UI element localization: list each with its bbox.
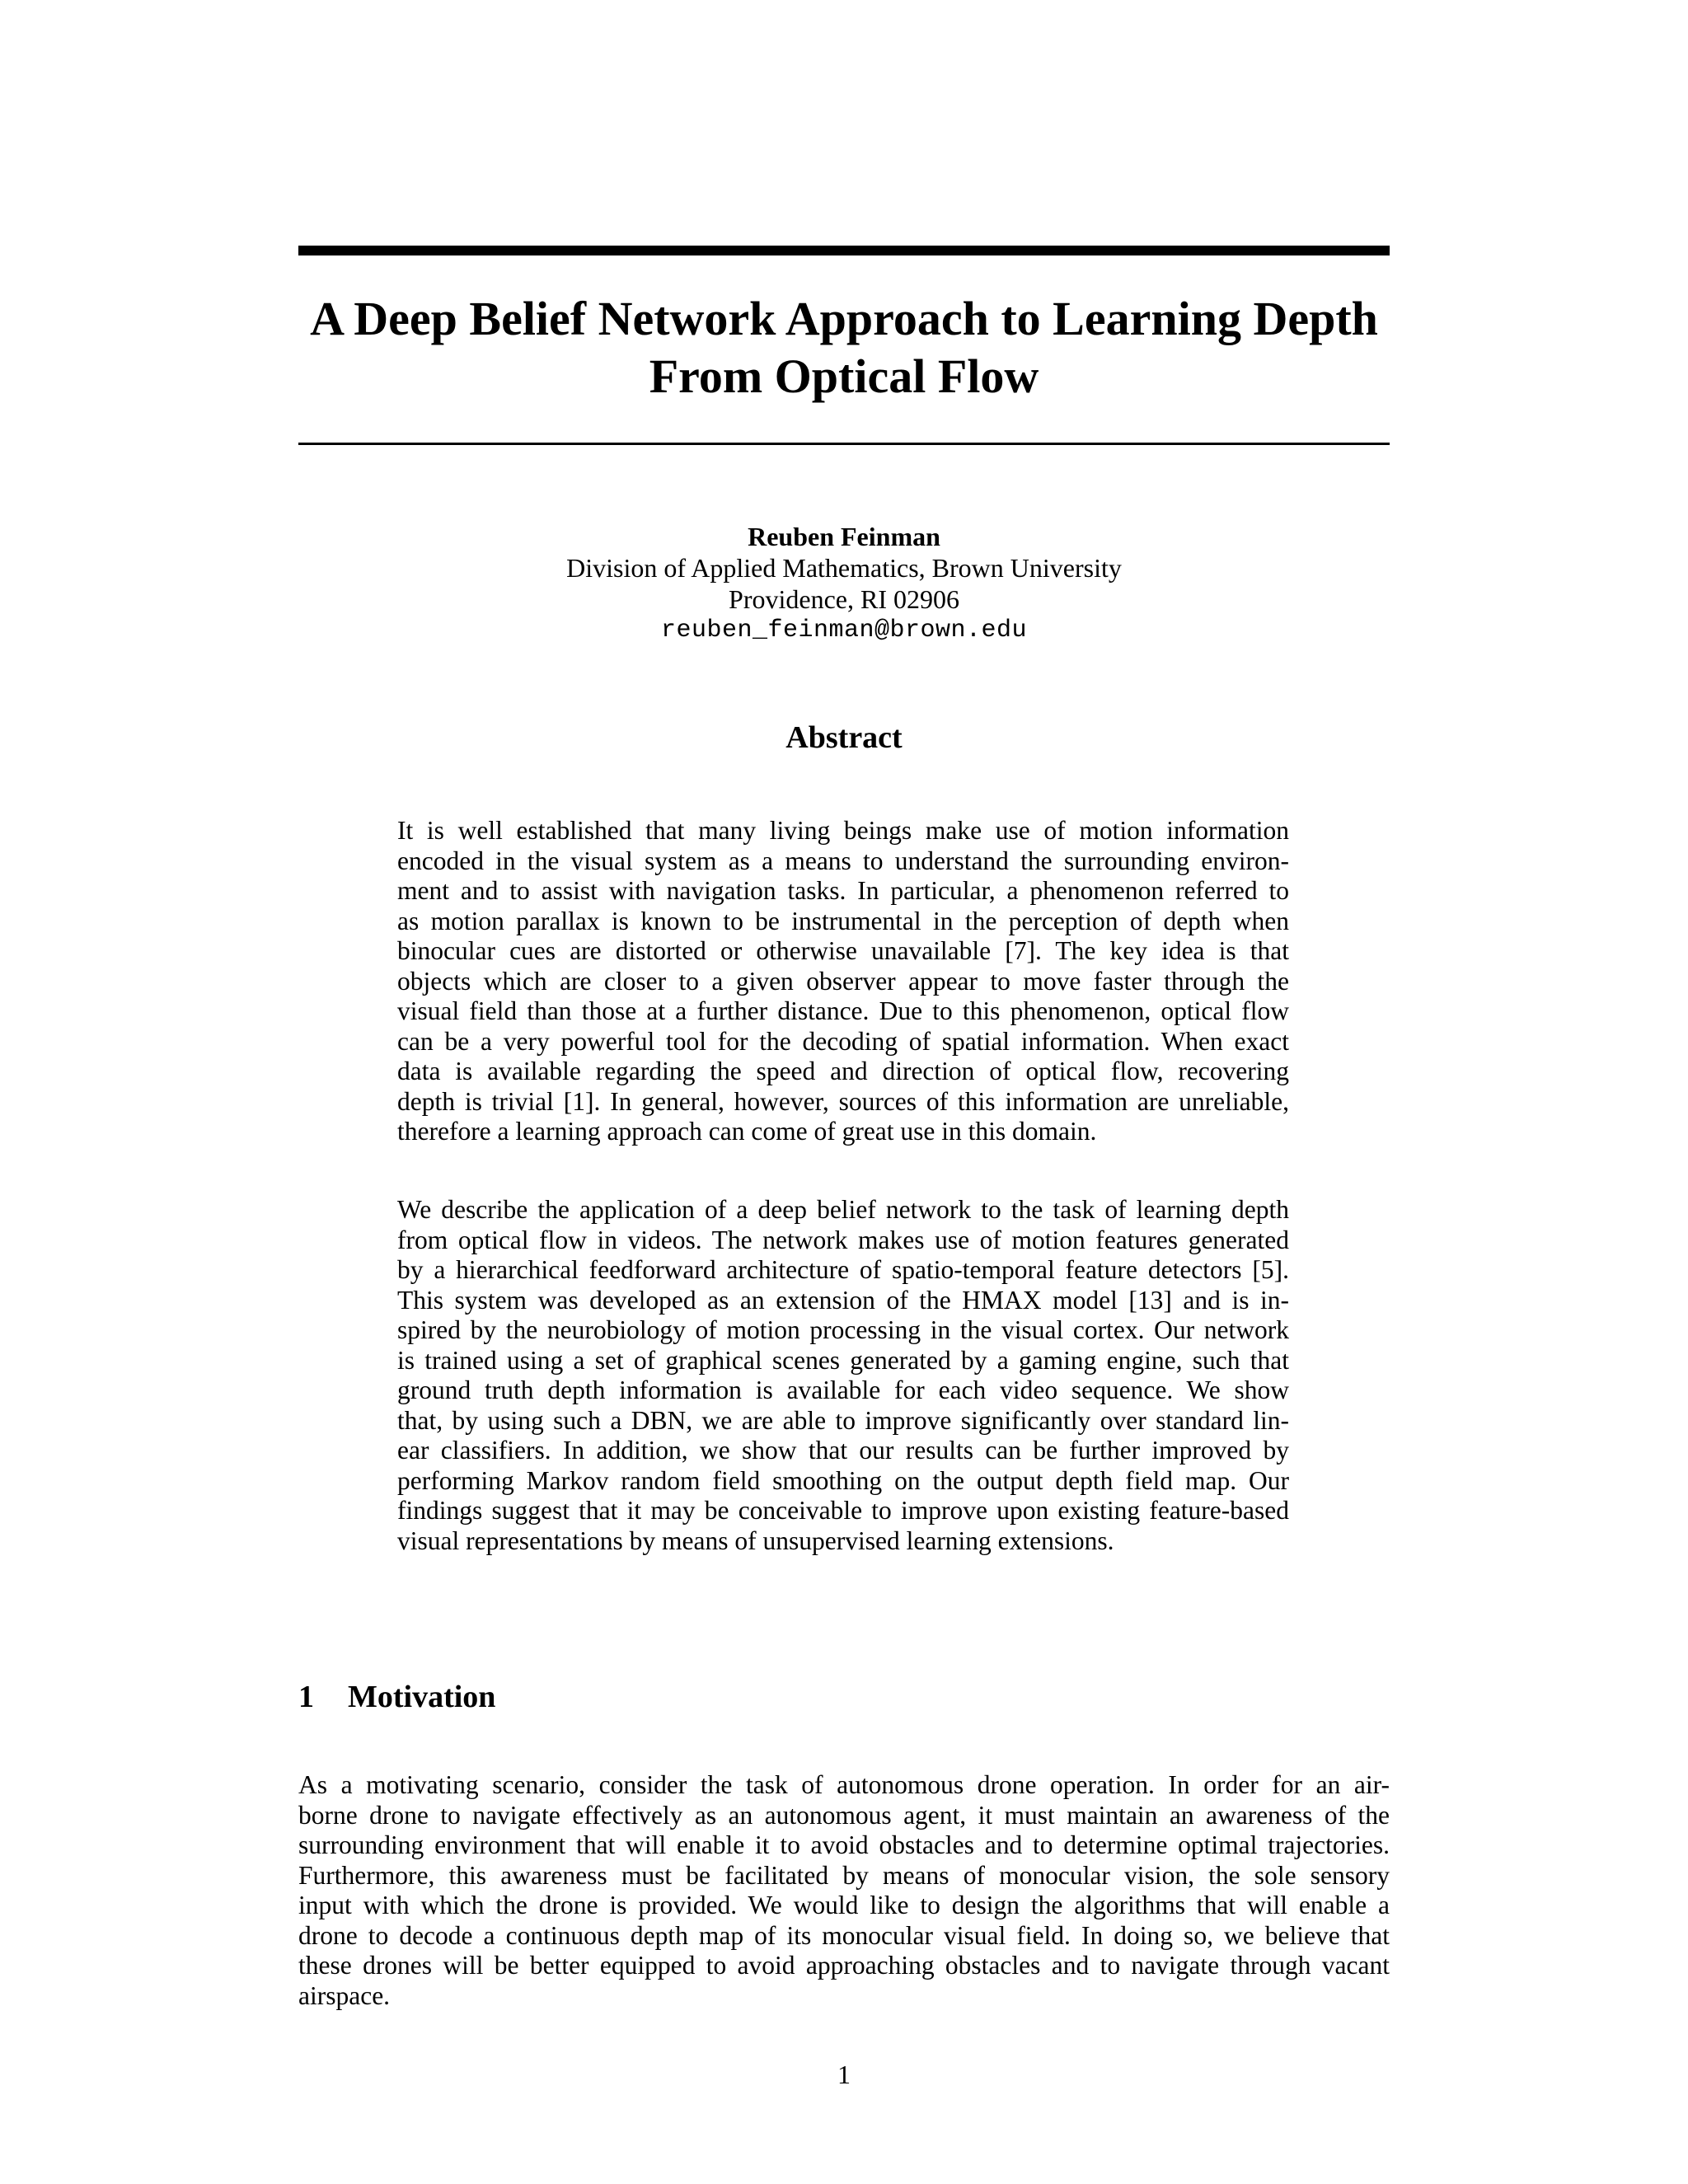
text-line: ment and to assist with navigation tasks. In particular, a phenomenon referred to: [397, 876, 1289, 905]
author-affiliation: Division of Applied Mathematics, Brown University: [566, 553, 1122, 583]
text-line: data is available regarding the speed and direction of optical flow, recovering: [397, 1057, 1289, 1085]
author-location: Providence, RI 02906: [729, 584, 959, 614]
abstract-heading: Abstract: [785, 720, 903, 755]
text-line: is trained using a set of graphical scenes generated by a gaming engine, such that: [397, 1345, 1289, 1375]
text-line: objects which are closer to a given observer appear to move faster through the: [397, 966, 1289, 996]
text-line: binocular cues are distorted or otherwise unavailable [7]. The key idea is that: [397, 936, 1289, 965]
section-heading: [298, 1678, 495, 1716]
page-number: 1: [837, 2060, 851, 2089]
author-block: [298, 521, 1390, 646]
abstract-paragraph-2: [397, 1195, 1289, 1556]
text-line: that, by using such a DBN, we are able to improve significantly over standard lin-: [397, 1405, 1289, 1435]
paper-title: [298, 290, 1390, 405]
text-line: We describe the application of a deep belief network to the task of learning depth: [397, 1195, 1289, 1224]
text-line: depth is trivial [1]. In general, however, sources of this information are unreliable,: [397, 1086, 1289, 1116]
text-line: It is well established that many living beings make use of motion information: [397, 816, 1289, 845]
title-line: From Optical Flow: [649, 349, 1039, 403]
text-line: ear classifiers. In addition, we show that our results can be further improved by: [397, 1436, 1289, 1465]
text-line: input with which the drone is provided. We would like to design the algorithms that will enable a: [298, 1891, 1390, 1919]
section-number: 1: [298, 1680, 314, 1714]
author-email: reuben_feinman@brown.edu: [660, 616, 1028, 644]
text-line: therefore a learning approach can come of great use in this domain.: [397, 1117, 1097, 1146]
text-line: findings suggest that it may be conceivable to improve upon existing feature-based: [397, 1496, 1289, 1525]
text-line: ground truth depth information is available for each video sequence. We show: [397, 1376, 1289, 1404]
text-line: As a motivating scenario, consider the task of autonomous drone operation. In order for an air-: [298, 1770, 1390, 1799]
author-name: Reuben Feinman: [748, 522, 940, 551]
text-line: Furthermore, this awareness must be facilitated by means of monocular vision, the sole sensory: [298, 1860, 1390, 1890]
text-line: by a hierarchical feedforward architecture of spatio-temporal feature detectors [5].: [397, 1255, 1289, 1284]
text-line: can be a very powerful tool for the decoding of spatial information. When exact: [397, 1026, 1289, 1056]
text-line: This system was developed as an extension of the HMAX model [13] and is in-: [397, 1285, 1289, 1315]
text-line: spired by the neurobiology of motion processing in the visual cortex. Our network: [397, 1315, 1289, 1344]
text-line: as motion parallax is known to be instrumental in the perception of depth when: [397, 906, 1289, 935]
text-line: these drones will be better equipped to avoid approaching obstacles and to navigate through vacant: [298, 1951, 1390, 1980]
title-bottom-rule: [298, 443, 1390, 445]
text-line: visual representations by means of unsupervised learning extensions.: [397, 1526, 1114, 1555]
text-line: encoded in the visual system as a means to understand the surrounding environ-: [397, 846, 1289, 875]
text-line: borne drone to navigate effectively as an autonomous agent, it must maintain an awareness of the: [298, 1800, 1390, 1830]
text-line: from optical flow in videos. The network makes use of motion features generated: [397, 1225, 1289, 1254]
motivation-paragraph: [298, 1770, 1390, 2011]
section-title: Motivation: [348, 1680, 496, 1714]
text-line: performing Markov random field smoothing on the output depth field map. Our: [397, 1465, 1289, 1495]
text-line: surrounding environment that will enable it to avoid obstacles and to determine optimal trajectories.: [298, 1830, 1390, 1859]
text-line: airspace.: [298, 1980, 391, 2010]
text-line: drone to decode a continuous depth map of its monocular visual field. In doing so, we believe that: [298, 1920, 1390, 1950]
title-top-rule: [298, 246, 1390, 255]
title-line: A Deep Belief Network Approach to Learning Depth: [310, 292, 1378, 345]
text-line: visual field than those at a further distance. Due to this phenomenon, optical flow: [397, 996, 1289, 1025]
abstract-paragraph-1: [397, 816, 1289, 1147]
